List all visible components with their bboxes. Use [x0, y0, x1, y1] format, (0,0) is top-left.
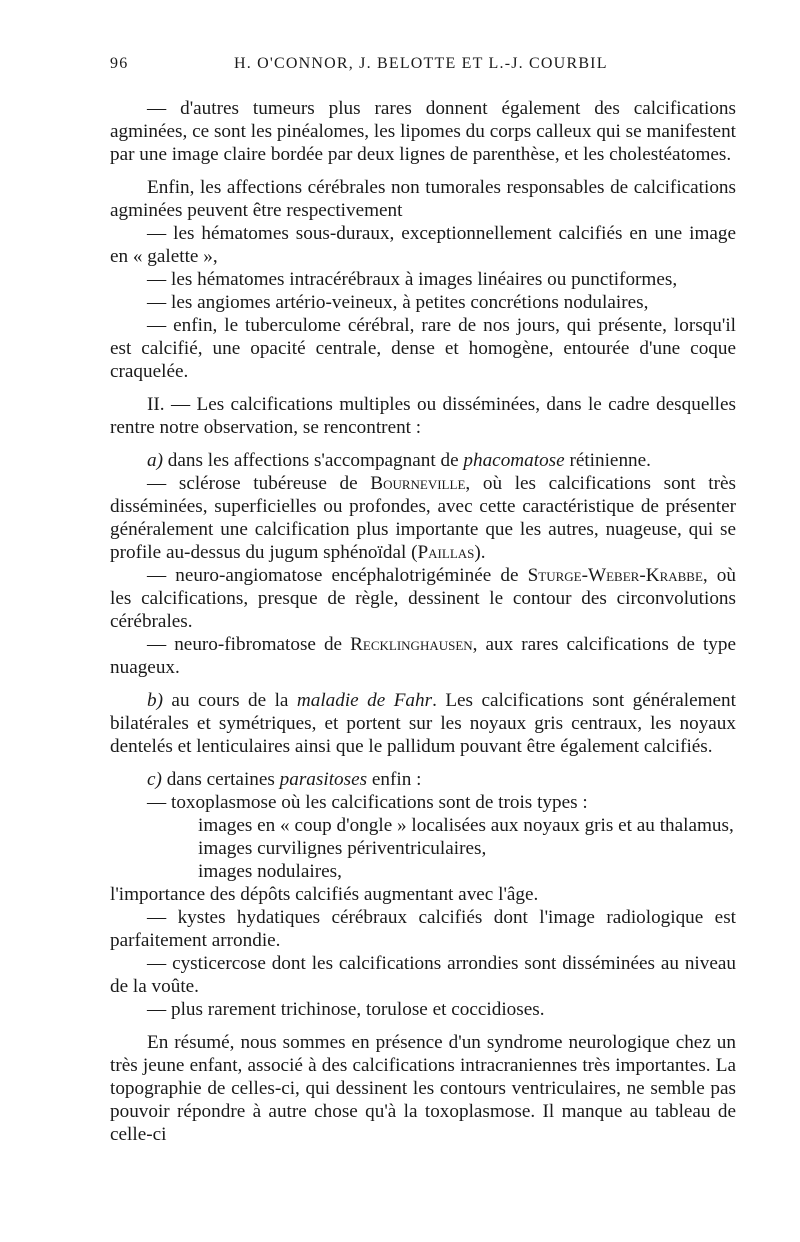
- list-item-trichinose: — plus rarement trichinose, torulose et coccidioses.: [147, 999, 545, 1020]
- label-c: c): [147, 769, 162, 790]
- term-phacomatose: phacomatose: [463, 450, 565, 471]
- running-title: H. O'CONNOR, J. BELOTTE ET L.-J. COURBIL: [234, 55, 608, 72]
- list-item-sturge-weber: — neuro-angiomatose encéphalotrigéminée de Sturge-Weber-Krabbe, où les calcifications, presque de règle, dessinent le contour des circonvolutions cérébrales.: [110, 565, 736, 632]
- author-sturge-weber-krabbe: Sturge-Weber-Krabbe: [527, 565, 703, 586]
- list-item-tuberculome: — enfin, le tuberculome cérébral, rare de nos jours, qui présente, lorsqu'il est calcifié, une opacité centrale, dense et homogène, entourée d'une coque craquelée.: [110, 315, 736, 382]
- label-a: a): [147, 450, 163, 471]
- author-paillas: Paillas: [417, 542, 475, 563]
- term-parasitoses: parasitoses: [279, 769, 368, 790]
- sublist-item-curvilignes: images curvilignes périventriculaires,: [198, 838, 487, 859]
- sublist-item-nodulaires: images nodulaires,: [198, 861, 342, 882]
- list-item-angiomes: — les angiomes artério-veineux, à petites concrétions nodulaires,: [147, 292, 649, 313]
- paragraph-other-tumors: — d'autres tumeurs plus rares donnent également des calcifications agminées, ce sont les pinéalomes, les lipomes du corps calleux qui se manifestent par une image claire bordée par deux lignes de parenthèse, et les cholestéatomes.: [110, 98, 736, 165]
- label-b: b): [147, 690, 163, 711]
- subsection-b-fahr: b) au cours de la maladie de Fahr. Les calcifications sont généralement bilatérales et symétriques, et portent sur les noyaux gris centraux, les noyaux dentelés et lenticulaires ainsi que le pallidum pouvant être également calcifiés.: [110, 690, 736, 757]
- paragraph-non-tumoral: Enfin, les affections cérébrales non tumorales responsables de calcifications agminées peuvent être respectivement: [110, 177, 736, 221]
- subsection-c-parasitoses: c) dans certaines parasitoses enfin :: [147, 769, 422, 790]
- list-item-hematomes-intracerebraux: — les hématomes intracérébraux à images linéaires ou punctiformes,: [147, 269, 678, 290]
- list-item-cysticercose: — cysticercose dont les calcifications arrondies sont disséminées au niveau de la voûte.: [110, 953, 736, 997]
- list-item-sclerose-tubereuse: — sclérose tubéreuse de Bourneville, où les calcifications sont très disséminées, superficielles ou profondes, avec cette caractéristique de présenter généralement une calcification plus importante que les autres, nuageuse, qui se profile au-dessus du jugum sphénoïdal (Paillas).: [110, 473, 736, 563]
- section-ii-heading: II. — Les calcifications multiples ou disséminées, dans le cadre desquelles rentre notre observation, se rencontrent :: [110, 394, 736, 438]
- list-item-toxoplasmose: — toxoplasmose où les calcifications sont de trois types :: [147, 792, 588, 813]
- page-number: 96: [110, 55, 129, 72]
- author-recklinghausen: Recklinghausen: [350, 634, 473, 655]
- list-item-recklinghausen: — neuro-fibromatose de Recklinghausen, aux rares calcifications de type nuageux.: [110, 634, 736, 678]
- term-maladie-de-fahr: maladie de Fahr: [296, 690, 433, 711]
- subsection-a-phacomatose: a) dans les affections s'accompagnant de phacomatose rétinienne.: [147, 450, 651, 471]
- paragraph-importance-depots: l'importance des dépôts calcifiés augmentant avec l'âge.: [110, 884, 539, 905]
- author-bourneville: Bourneville: [370, 473, 466, 494]
- page-header: [110, 52, 736, 76]
- list-item-kystes-hydatiques: — kystes hydatiques cérébraux calcifiés dont l'image radiologique est parfaitement arrondie.: [110, 907, 736, 951]
- body-text: [110, 97, 736, 1146]
- paragraph-resume: En résumé, nous sommes en présence d'un syndrome neurologique chez un très jeune enfant, associé à des calcifications intracraniennes très importantes. La topographie de celles-ci, qui dessinent les contours ventriculaires, ne semble pas pouvoir répondre à autre chose qu'à la toxoplasmose. Il manque au tableau de celle-ci: [110, 1032, 736, 1145]
- list-item-hematomes-sous-duraux: — les hématomes sous-duraux, exceptionnellement calcifiés en une image en « galette »,: [110, 223, 736, 267]
- sublist-item-coup-d-ongle: images en « coup d'ongle » localisées aux noyaux gris et au thalamus,: [198, 815, 734, 836]
